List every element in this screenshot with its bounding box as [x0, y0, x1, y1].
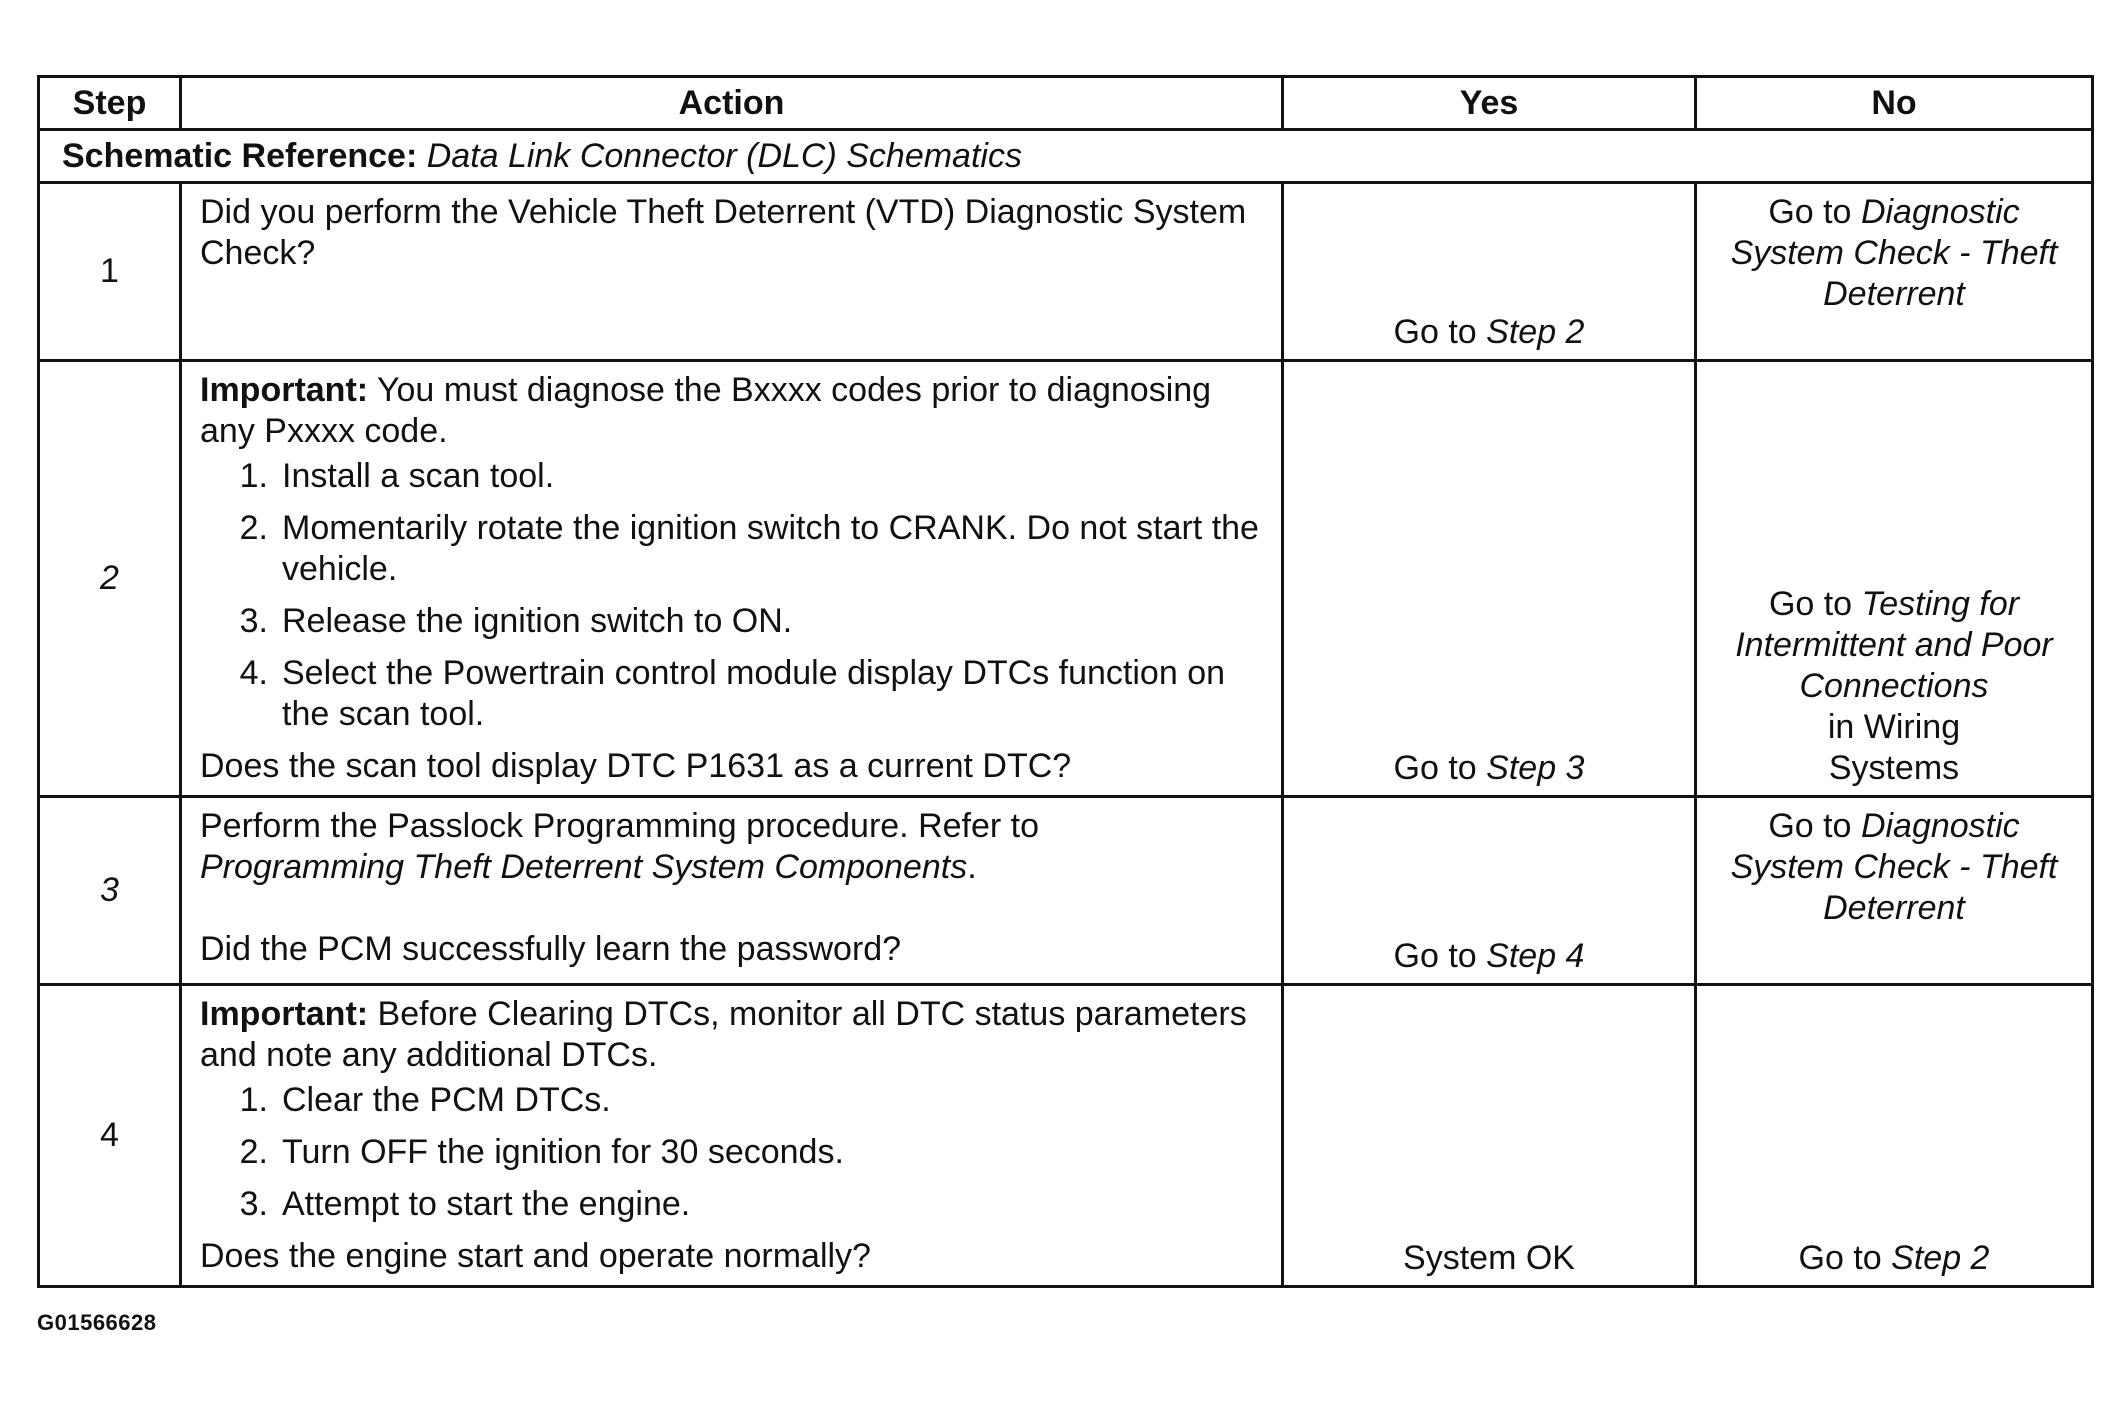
yes-result: Go to Step 2	[1393, 313, 1585, 351]
step-number: 4	[39, 985, 181, 1287]
important-text: Before Clearing DTCs, monitor all DTC status parameters and note any additional DTCs.	[200, 995, 1247, 1074]
list-item: 2. Momentarily rotate the ignition switch to CRANK. Do not start the vehicle.	[239, 509, 1259, 588]
no-cell	[1696, 183, 2093, 361]
yes-result: System OK	[1403, 1239, 1575, 1277]
list-item: 2. Turn OFF the ignition for 30 seconds.	[239, 1133, 844, 1171]
yes-result: Go to Step 3	[1393, 749, 1585, 787]
schematic-reference-row	[39, 130, 2093, 183]
yes-step-link[interactable]: Step 2	[1486, 313, 1585, 351]
header-no: No	[1696, 77, 2093, 130]
action-text: Did you perform the Vehicle Theft Deterrent (VTD) Diagnostic System Check?	[200, 193, 1247, 272]
yes-result: Go to Step 4	[1393, 937, 1585, 975]
schematic-reference	[39, 130, 2093, 183]
action-cell	[181, 985, 1283, 1287]
no-suffix: in Wiring Systems	[1827, 708, 1961, 787]
yes-step-link[interactable]: Step 4	[1486, 937, 1585, 975]
step-number: 2	[39, 361, 181, 797]
action-cell	[181, 361, 1283, 797]
yes-cell	[1283, 361, 1696, 797]
question-text: Did the PCM successfully learn the password?	[200, 930, 902, 968]
schematic-reference-label: Schematic Reference:	[62, 136, 418, 175]
list-item: 1. Clear the PCM DTCs.	[239, 1081, 611, 1119]
no-procedure-link[interactable]: Diagnostic System Check - Theft Deterrent	[1730, 807, 2058, 927]
no-cell	[1696, 985, 2093, 1287]
table-row	[39, 183, 2093, 361]
question-text: Does the scan tool display DTC P1631 as a current DTC?	[200, 747, 1072, 785]
list-item: 3. Release the ignition switch to ON.	[239, 602, 793, 640]
important-text: You must diagnose the Bxxxx codes prior to diagnosing any Pxxxx code.	[200, 371, 1212, 450]
no-result: Go to Diagnostic System Check - Theft Deterrent	[1730, 193, 2058, 313]
question-text: Does the engine start and operate normally?	[200, 1237, 871, 1275]
no-cell	[1696, 361, 2093, 797]
important-note	[200, 370, 1261, 452]
list-item: 4. Select the Powertrain control module display DTCs function on the scan tool.	[239, 654, 1226, 733]
header-step: Step	[39, 77, 181, 130]
table-row	[39, 985, 2093, 1287]
yes-cell	[1283, 985, 1696, 1287]
substep-list	[200, 456, 1261, 735]
yes-step-link[interactable]: Step 3	[1486, 749, 1585, 787]
schematic-reference-link[interactable]: Data Link Connector (DLC) Schematics	[426, 136, 1022, 175]
action-cell	[181, 797, 1283, 985]
header-row	[39, 77, 2093, 130]
step-number: 3	[39, 797, 181, 985]
header-action: Action	[181, 77, 1283, 130]
table-row	[39, 797, 2093, 985]
list-item: 3. Attempt to start the engine.	[239, 1185, 691, 1223]
procedure-reference-link[interactable]: Programming Theft Deterrent System Components	[200, 848, 968, 886]
important-label: Important:	[200, 371, 369, 409]
action-text: Perform the Passlock Programming procedure. Refer to Programming Theft Deterrent System Components.	[200, 807, 1040, 886]
no-step-link[interactable]: Step 2	[1891, 1239, 1990, 1277]
diagnostic-table	[37, 75, 2094, 1288]
yes-cell	[1283, 797, 1696, 985]
no-cell	[1696, 797, 2093, 985]
action-cell	[181, 183, 1283, 361]
yes-cell	[1283, 183, 1696, 361]
no-procedure-link[interactable]: Diagnostic System Check - Theft Deterrent	[1730, 193, 2058, 313]
figure-id: G01566628	[37, 1310, 157, 1335]
step-number: 1	[39, 183, 181, 361]
no-procedure-link[interactable]: Testing for Intermittent and Poor Connections	[1735, 585, 2053, 705]
header-yes: Yes	[1283, 77, 1696, 130]
no-result: Go to Testing for Intermittent and Poor Connections in Wiring Systems	[1735, 585, 2053, 787]
no-result: Go to Step 2	[1798, 1239, 1990, 1277]
no-result: Go to Diagnostic System Check - Theft Deterrent	[1730, 807, 2058, 927]
important-label: Important:	[200, 995, 369, 1033]
list-item: 1. Install a scan tool.	[239, 457, 555, 495]
important-note	[200, 994, 1261, 1076]
table-row	[39, 361, 2093, 797]
substep-list	[200, 1080, 1261, 1225]
